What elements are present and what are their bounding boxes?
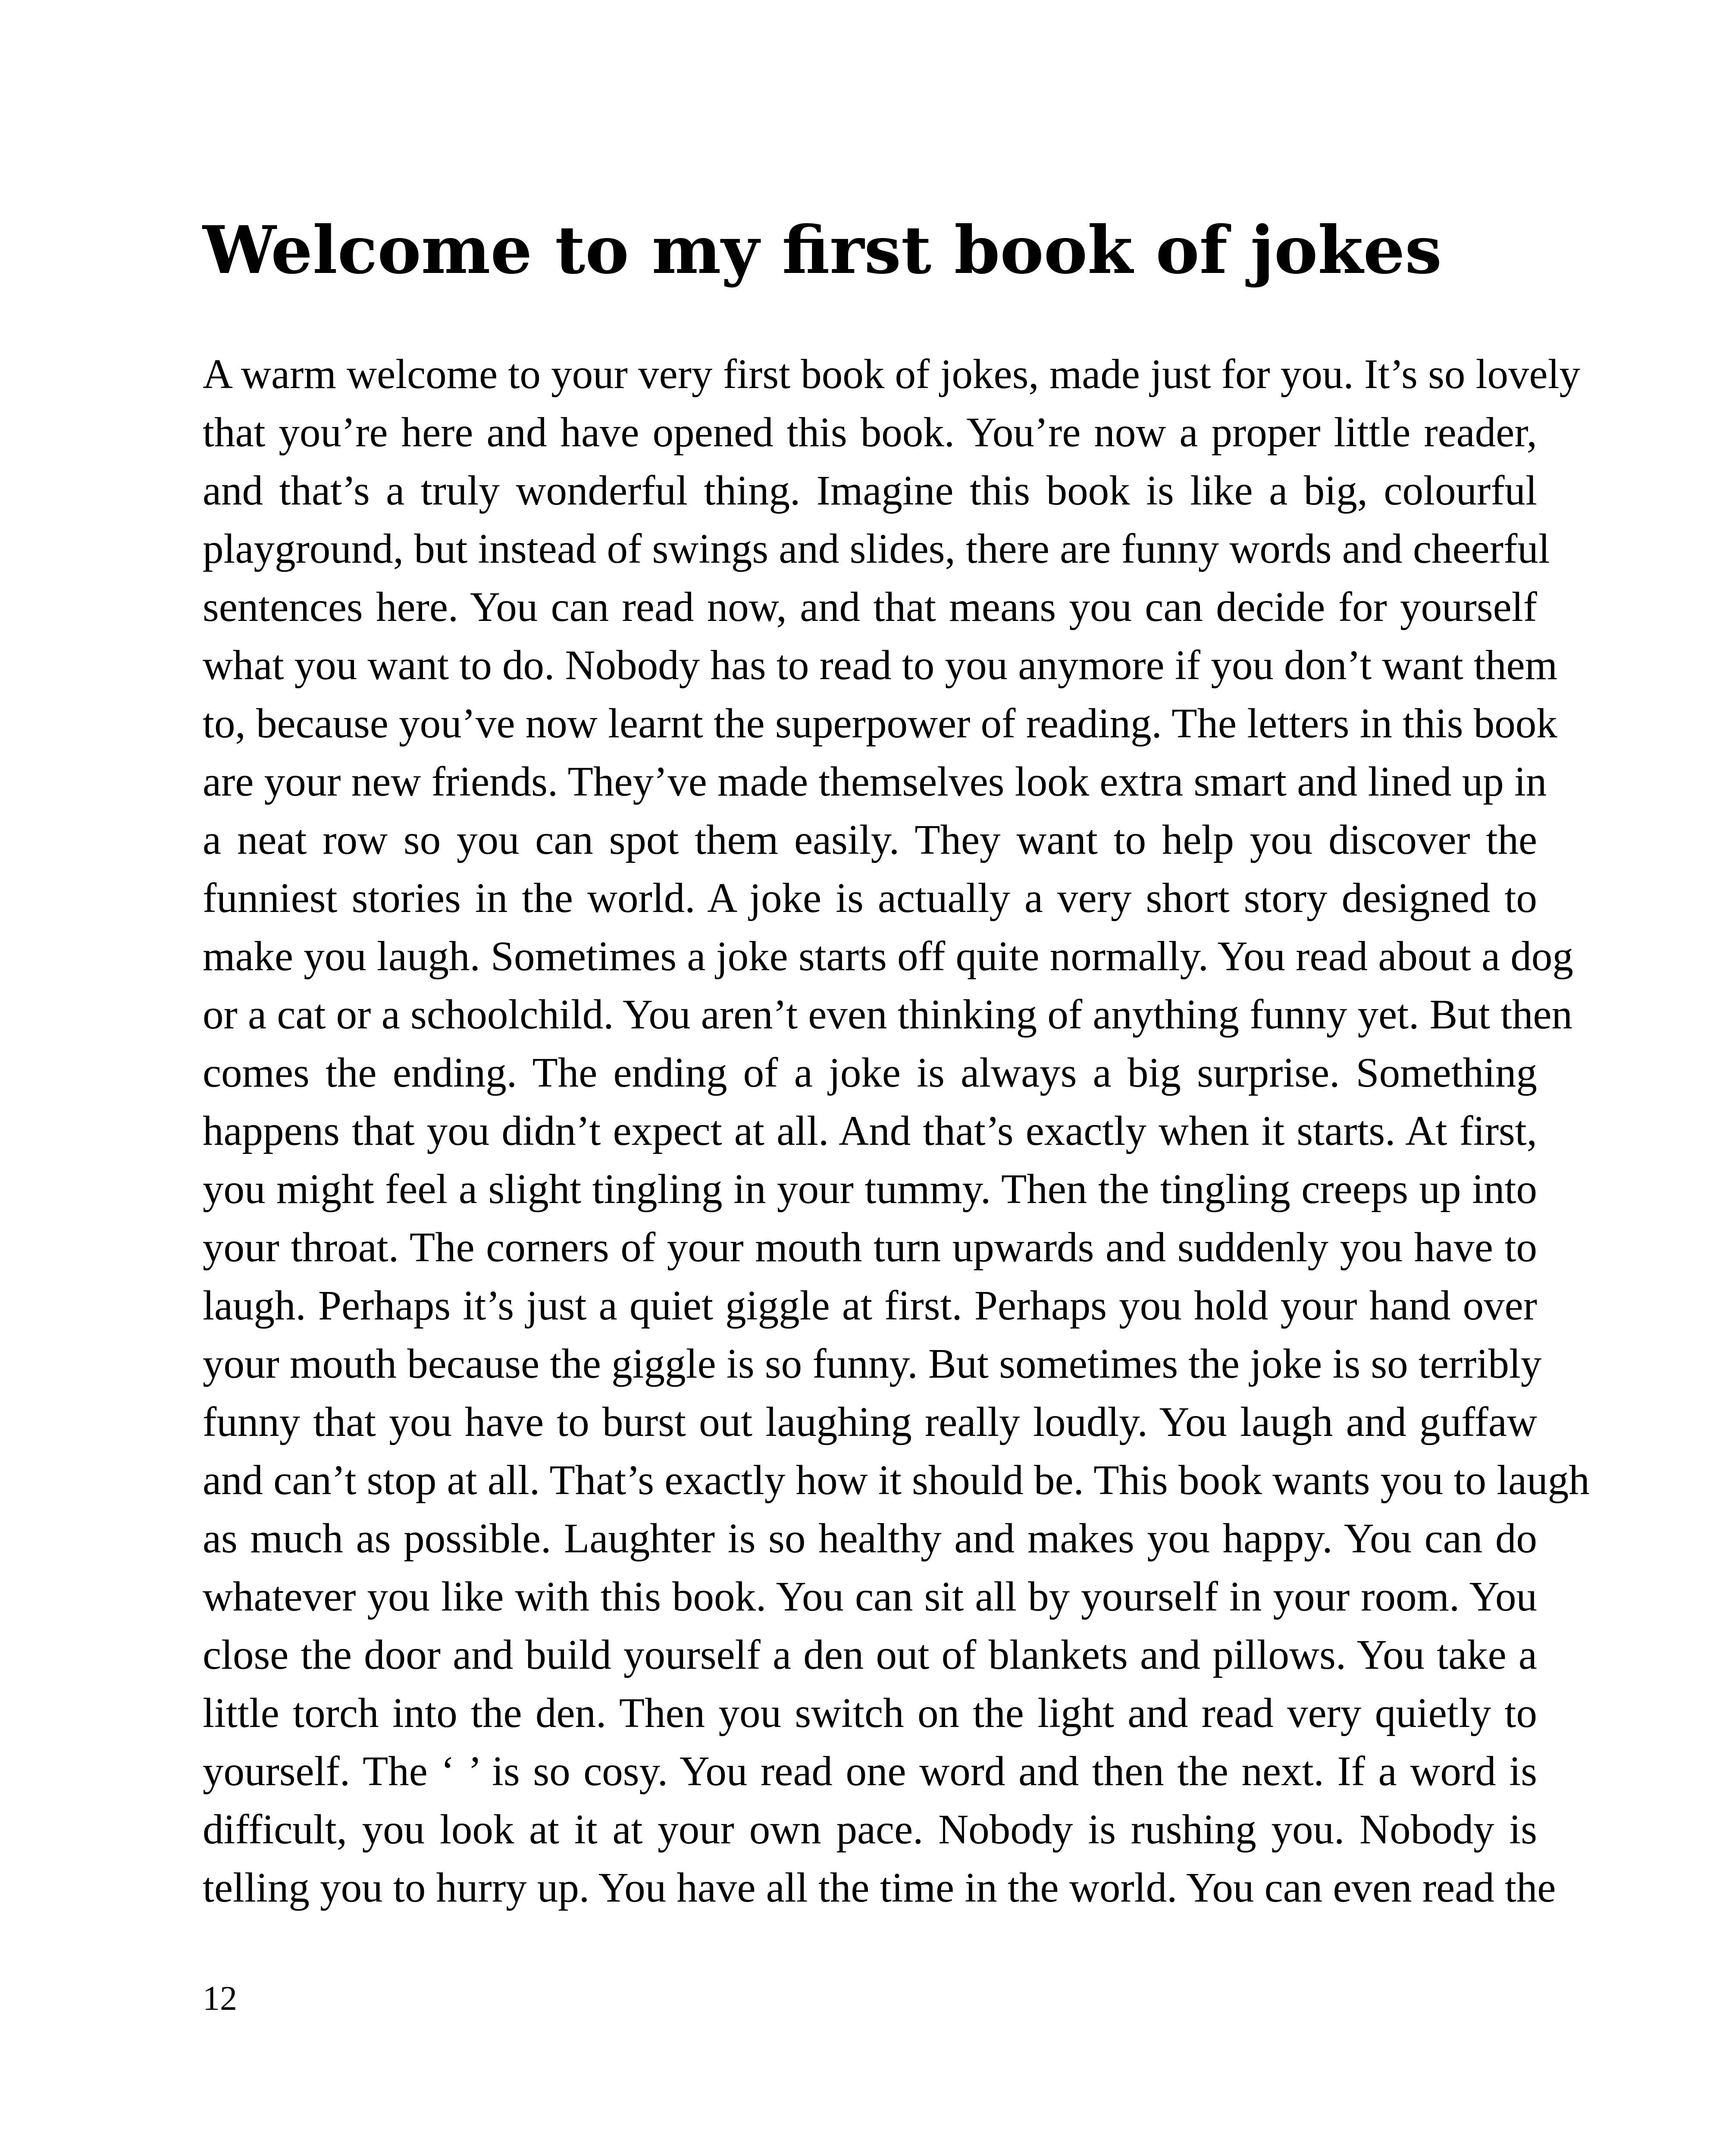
text-line: and that’s a truly wonderful thing. Imagine this book is like a big, colourful [203,467,1537,514]
text-line: or a cat or a schoolchild. You aren’t even thinking of anything funny yet. But then [203,991,1573,1037]
text-line: funniest stories in the world. A joke is actually a very short story designed to [203,875,1537,921]
text-line: to, because you’ve now learnt the superpower of reading. The letters in this book [203,700,1557,746]
text-line: difficult, you look at it at your own pace. Nobody is rushing you. Nobody is [203,1806,1537,1852]
text-line: funny that you have to burst out laughing really loudly. You laugh and guffaw [203,1399,1537,1445]
text-line: make you laugh. Sometimes a joke starts off quite normally. You read about a dog [203,933,1573,979]
text-line: your mouth because the giggle is so funny. But sometimes the joke is so terribly [203,1341,1542,1387]
text-line: laugh. Perhaps it’s just a quiet giggle at first. Perhaps you hold your hand over [203,1282,1537,1329]
text-line: playground, but instead of swings and slides, there are funny words and cheerful [203,526,1550,572]
text-line: that you’re here and have opened this book. You’re now a proper little reader, [203,409,1537,455]
text-line: happens that you didn’t expect at all. And that’s exactly when it starts. At first, [203,1108,1537,1154]
text-line: as much as possible. Laughter is so healthy and makes you happy. You can do [203,1515,1537,1561]
text-line: you might feel a slight tingling in your tummy. Then the tingling creeps up into [203,1166,1537,1212]
text-line: A warm welcome to your very first book of jokes, made just for you. It’s so lovely [203,351,1581,397]
text-line: and can’t stop at all. That’s exactly how it should be. This book wants you to laugh [203,1457,1590,1503]
text-line: are your new friends. They’ve made themselves look extra smart and lined up in [203,758,1547,805]
text-line: whatever you like with this book. You can sit all by yourself in your room. You [203,1573,1537,1620]
text-line: your throat. The corners of your mouth turn upwards and suddenly you have to [203,1224,1537,1270]
text-line: what you want to do. Nobody has to read to you anymore if you don’t want them [203,642,1558,688]
text-line: comes the ending. The ending of a joke is always a big surprise. Something [203,1050,1537,1096]
text-line: close the door and build yourself a den out of blankets and pillows. You take a [203,1632,1537,1678]
text-line: yourself. The ‘ ’ is so cosy. You read one word and then the next. If a word is [203,1748,1537,1794]
body-text [203,345,1590,1917]
page-number: 12 [203,1980,237,2018]
text-line: a neat row so you can spot them easily. They want to help you discover the [203,817,1537,863]
text-line: sentences here. You can read now, and that means you can decide for yourself [203,584,1537,630]
page-title: Welcome to my first book of jokes [203,211,1442,288]
text-line: little torch into the den. Then you switch on the light and read very quietly to [203,1690,1537,1736]
text-line: telling you to hurry up. You have all the time in the world. You can even read the [203,1865,1556,1911]
